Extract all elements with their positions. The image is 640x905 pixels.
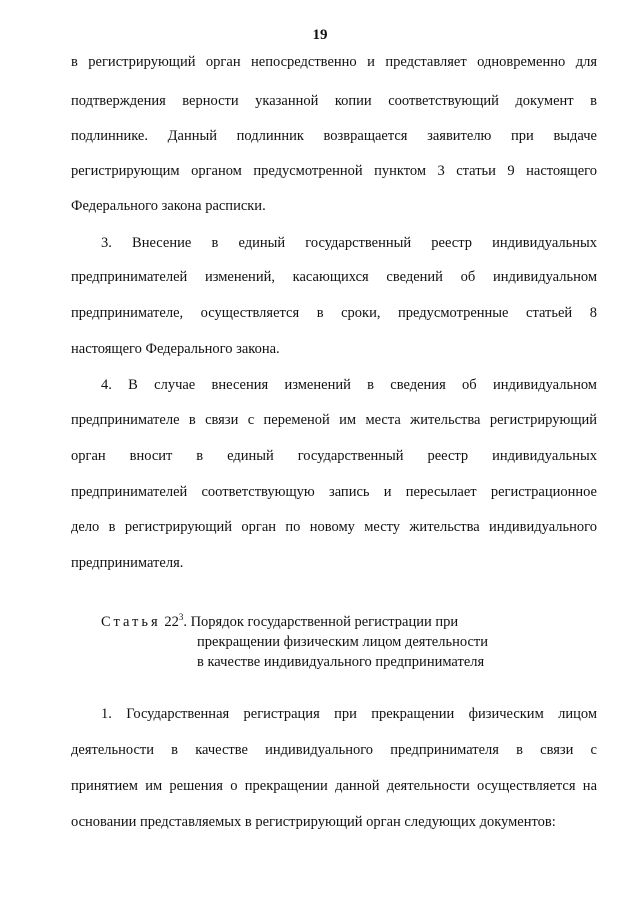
- text-line: 3. Внесение в единый государственный реестр индивидуальных: [101, 235, 597, 251]
- text-line: настоящего Федерального закона.: [71, 341, 280, 357]
- article-number: 22: [164, 614, 179, 630]
- text-line: Федерального закона расписки.: [71, 198, 266, 214]
- text-line: регистрирующим органом предусмотренной пунктом 3 статьи 9 настоящего: [71, 163, 597, 179]
- text-line: подтверждения верности указанной копии соответствующий документ в: [71, 93, 597, 109]
- article-title-line: в качестве индивидуального предпринимателя: [197, 654, 485, 670]
- text-line: деятельности в качестве индивидуального предпринимателя в связи с: [71, 742, 597, 758]
- text-line: 4. В случае внесения изменений в сведения об индивидуальном: [101, 377, 597, 393]
- text-line: предпринимателя.: [71, 555, 184, 571]
- text-line: предпринимателе в связи с переменой им места жительства регистрирующий: [71, 412, 597, 428]
- text-line: принятием им решения о прекращении данной деятельности осуществляется на: [71, 778, 597, 794]
- text-line: основании представляемых в регистрирующий орган следующих документов:: [71, 814, 556, 830]
- text-line: 1. Государственная регистрация при прекращении физическим лицом: [101, 706, 597, 722]
- article-heading-line: [101, 612, 458, 632]
- page-number: 19: [312, 27, 328, 43]
- text-line: предпринимателей изменений, касающихся сведений об индивидуальном: [71, 269, 597, 285]
- article-superscript: 3: [178, 612, 184, 623]
- text-line: подлиннике. Данный подлинник возвращается заявителю при выдаче: [71, 128, 597, 144]
- text-line: орган вносит в единый государственный реестр индивидуальных: [71, 448, 597, 464]
- text-line: предпринимателей соответствующую запись и пересылает регистрационное: [71, 484, 597, 500]
- article-title: . Порядок государственной регистрации при: [183, 614, 459, 630]
- text-line: предпринимателе, осуществляется в сроки, предусмотренные статьей 8: [71, 305, 597, 321]
- text-line: в регистрирующий орган непосредственно и представляет одновременно для: [71, 54, 597, 70]
- article-title-line: прекращении физическим лицом деятельности: [197, 634, 488, 650]
- text-line: дело в регистрирующий орган по новому месту жительства индивидуального: [71, 519, 597, 535]
- article-word: Статья: [101, 614, 161, 630]
